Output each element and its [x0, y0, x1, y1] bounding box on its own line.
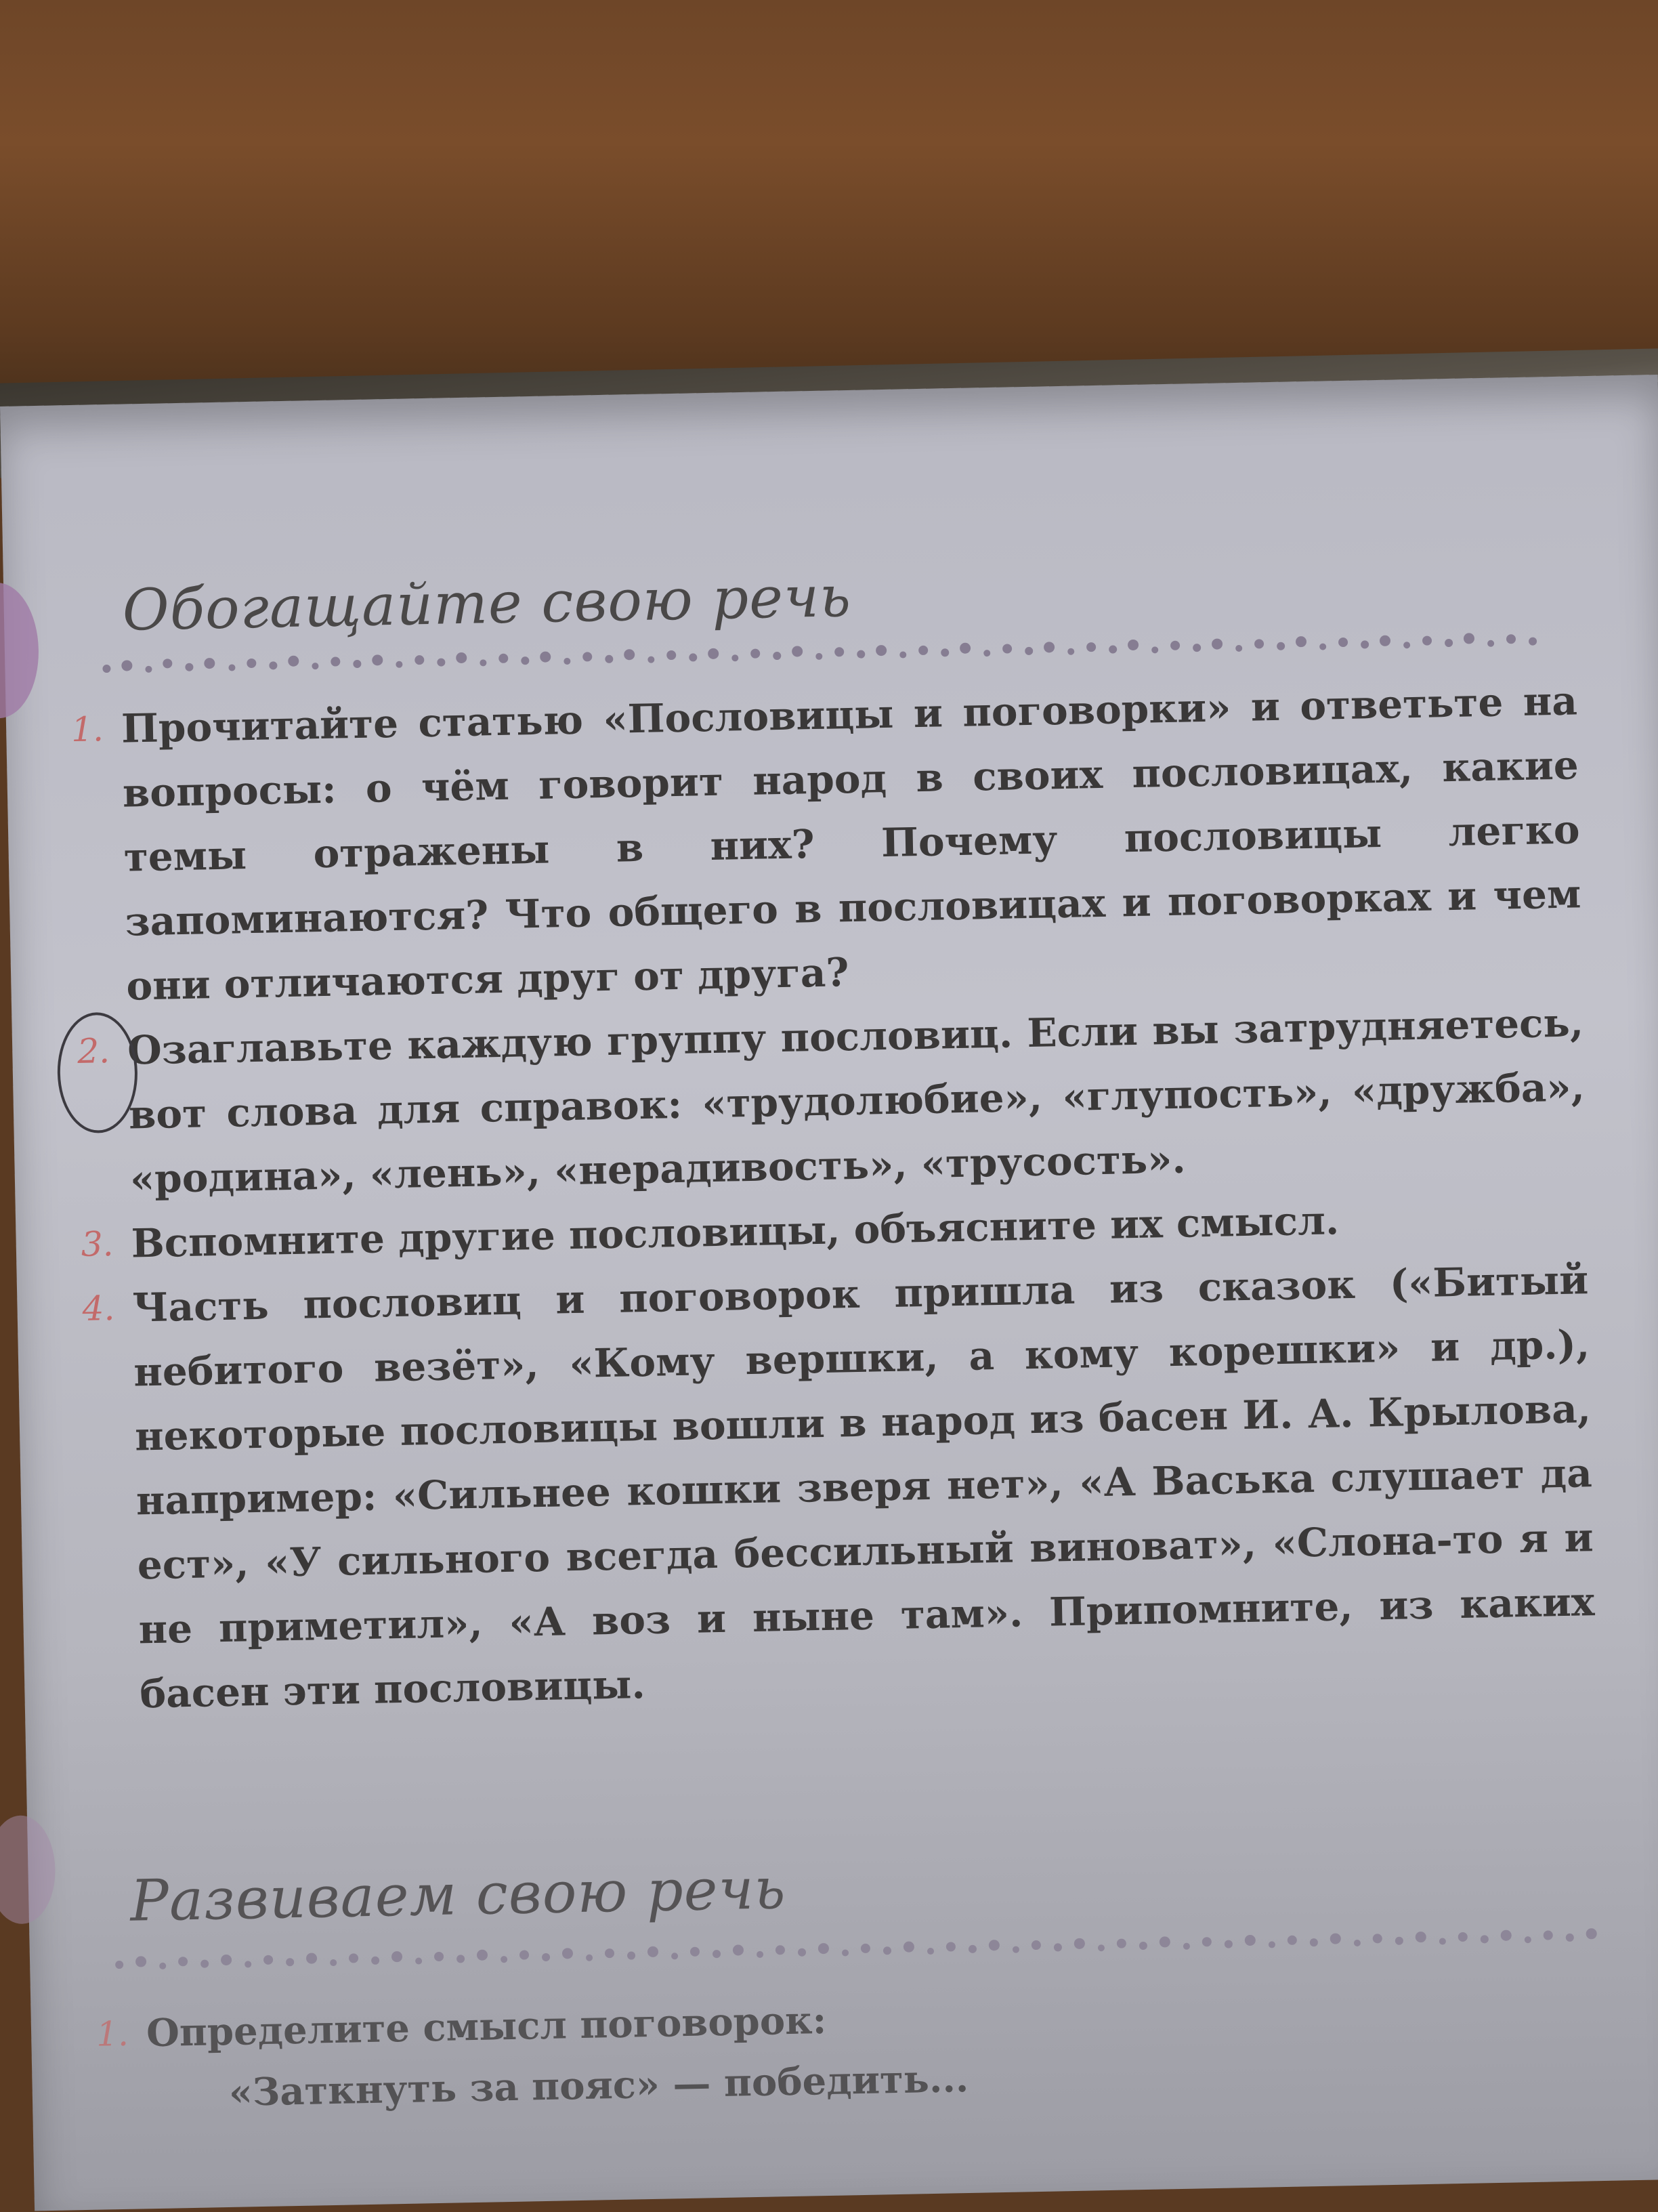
dots-ornament-icon — [111, 1924, 1601, 1976]
exercise-text: Вспомните другие пословицы, объясните их смысл. — [131, 1197, 1340, 1267]
exercise-number: 3. — [81, 1224, 114, 1264]
exercise-item — [82, 1248, 1596, 1726]
exercise-number: 1. — [70, 709, 104, 750]
section1-exercises — [70, 669, 1596, 1726]
exercise-text: Прочитайте статью «Пословицы и поговорки» и ответьте на вопросы: о чём говорит народ в своих пословицах, какие темы отражены в них? Почему пословицы легко запоминаются? Что общего в пословицах и поговорках и чем они отличаются друг от друга? — [121, 677, 1581, 1009]
exercise-number: 1. — [95, 2013, 129, 2054]
exercise-text: Определите смысл поговорок: — [146, 1998, 827, 2056]
decorative-dots-divider — [111, 1924, 1601, 1976]
textbook-page — [0, 375, 1658, 2211]
section-title-develop-speech: Развиваем свою речь — [129, 1855, 787, 1934]
page-side-marker — [0, 582, 40, 719]
exercise-text: «Заткнуть за пояс» — победить... — [228, 2056, 969, 2115]
exercise-item — [70, 669, 1583, 1018]
page-side-marker-lower — [0, 1815, 56, 1925]
exercise-text: Озаглавьте каждую группу пословиц. Если вы затрудняетесь, вот слова для справок: «трудолюбие», «глупость», «дружба», «родина», «лень», «нерадивость», «трусость». — [127, 999, 1586, 1203]
section-title-enrich-speech: Обогащайте свою речь — [121, 562, 852, 644]
section2-exercises — [95, 1975, 1604, 2125]
exercise-number: 4. — [82, 1289, 115, 1329]
exercise-number: 2. — [77, 1031, 110, 1071]
exercise-item — [77, 990, 1586, 1211]
exercise-text: Часть пословиц и поговорок пришла из сказок («Битый небитого везёт», «Кому вершки, а кому корешки» и др.), некоторые пословицы вошли в народ из басен И. А. Крылова, например: «Сильнее кошки зверя нет», «А Васька слушает да ест», «У сильного всегда бессильный виноват», «Слона-то я и не приметил», «А воз и ныне там». Припомните, из каких басен эти пословицы. — [131, 1257, 1595, 1717]
